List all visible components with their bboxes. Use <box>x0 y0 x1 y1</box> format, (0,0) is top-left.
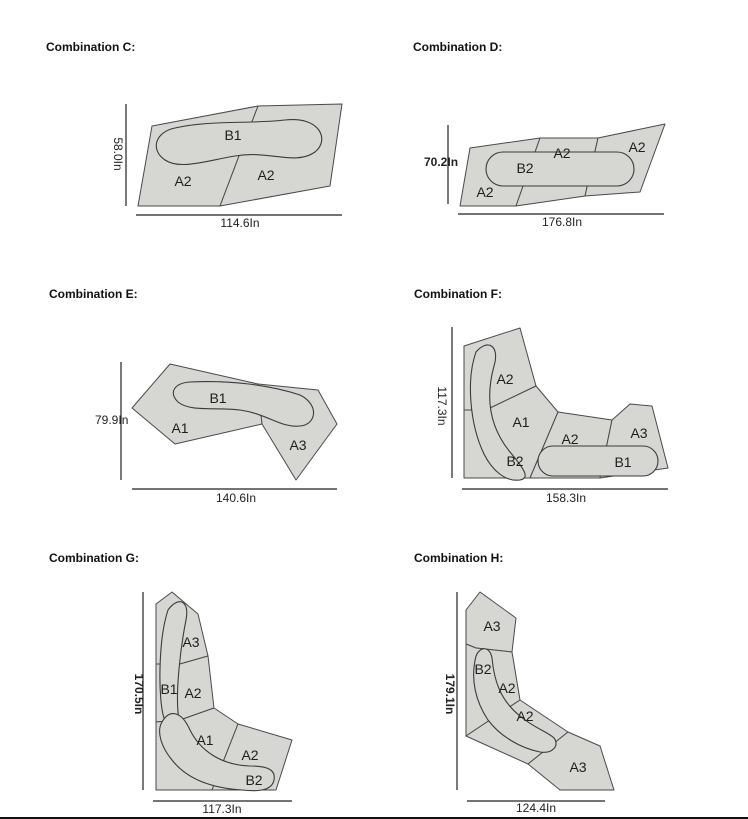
combination-e-title: Combination E: <box>49 287 138 301</box>
g-height-label: 170.5In <box>132 673 146 715</box>
combination-f-title: Combination F: <box>414 287 502 301</box>
d-height-label: 70.2In <box>424 155 459 169</box>
c-label-3: A2 <box>257 167 275 183</box>
g-width-label: 117.3In <box>202 802 242 816</box>
g-label-5: A2 <box>241 747 259 763</box>
combination-g-title: Combination G: <box>49 551 139 565</box>
f-label-2: A1 <box>512 414 530 430</box>
e-height-label: 79.9In <box>95 413 129 427</box>
combination-d-title: Combination D: <box>413 40 503 54</box>
h-label-1: A3 <box>483 618 501 634</box>
c-label-1: B1 <box>224 127 242 143</box>
g-label-6: B2 <box>245 772 263 788</box>
g-label-2: B1 <box>160 681 178 697</box>
g-label-4: A1 <box>196 732 214 748</box>
d-width-label: 176.8In <box>541 215 583 229</box>
f-label-3: A2 <box>561 431 579 447</box>
h-width-label: 124.4In <box>515 801 557 815</box>
f-label-6: B1 <box>614 454 632 470</box>
f-label-1: A2 <box>496 371 514 387</box>
combination-c-title: Combination C: <box>46 40 136 54</box>
c-label-2: A2 <box>174 173 192 189</box>
c-width-label: 114.6In <box>220 216 260 230</box>
h-height-label: 179.1In <box>443 673 457 715</box>
f-width-label: 158.3In <box>545 491 587 505</box>
e-label-1: B1 <box>209 390 227 406</box>
h-label-5: A3 <box>569 759 587 775</box>
g-label-3: A2 <box>184 685 202 701</box>
e-width-label: 140.6In <box>215 491 257 505</box>
h-label-4: A2 <box>516 708 534 724</box>
d-label-4: A2 <box>476 184 494 200</box>
e-label-2: A1 <box>171 420 189 436</box>
h-label-3: A2 <box>498 680 516 696</box>
combination-h-sofa <box>466 592 614 790</box>
c-height-label: 58.0In <box>111 137 125 171</box>
d-label-2: A2 <box>628 139 646 155</box>
d-label-1: A2 <box>553 145 571 161</box>
f-label-4: A3 <box>630 425 648 441</box>
e-label-3: A3 <box>289 437 307 453</box>
combination-h-title: Combination H: <box>414 551 504 565</box>
f-height-label: 117.3In <box>435 386 449 426</box>
g-label-1: A3 <box>182 634 200 650</box>
d-label-3: B2 <box>516 160 534 176</box>
f-label-5: B2 <box>506 453 524 469</box>
h-label-2: B2 <box>474 661 492 677</box>
